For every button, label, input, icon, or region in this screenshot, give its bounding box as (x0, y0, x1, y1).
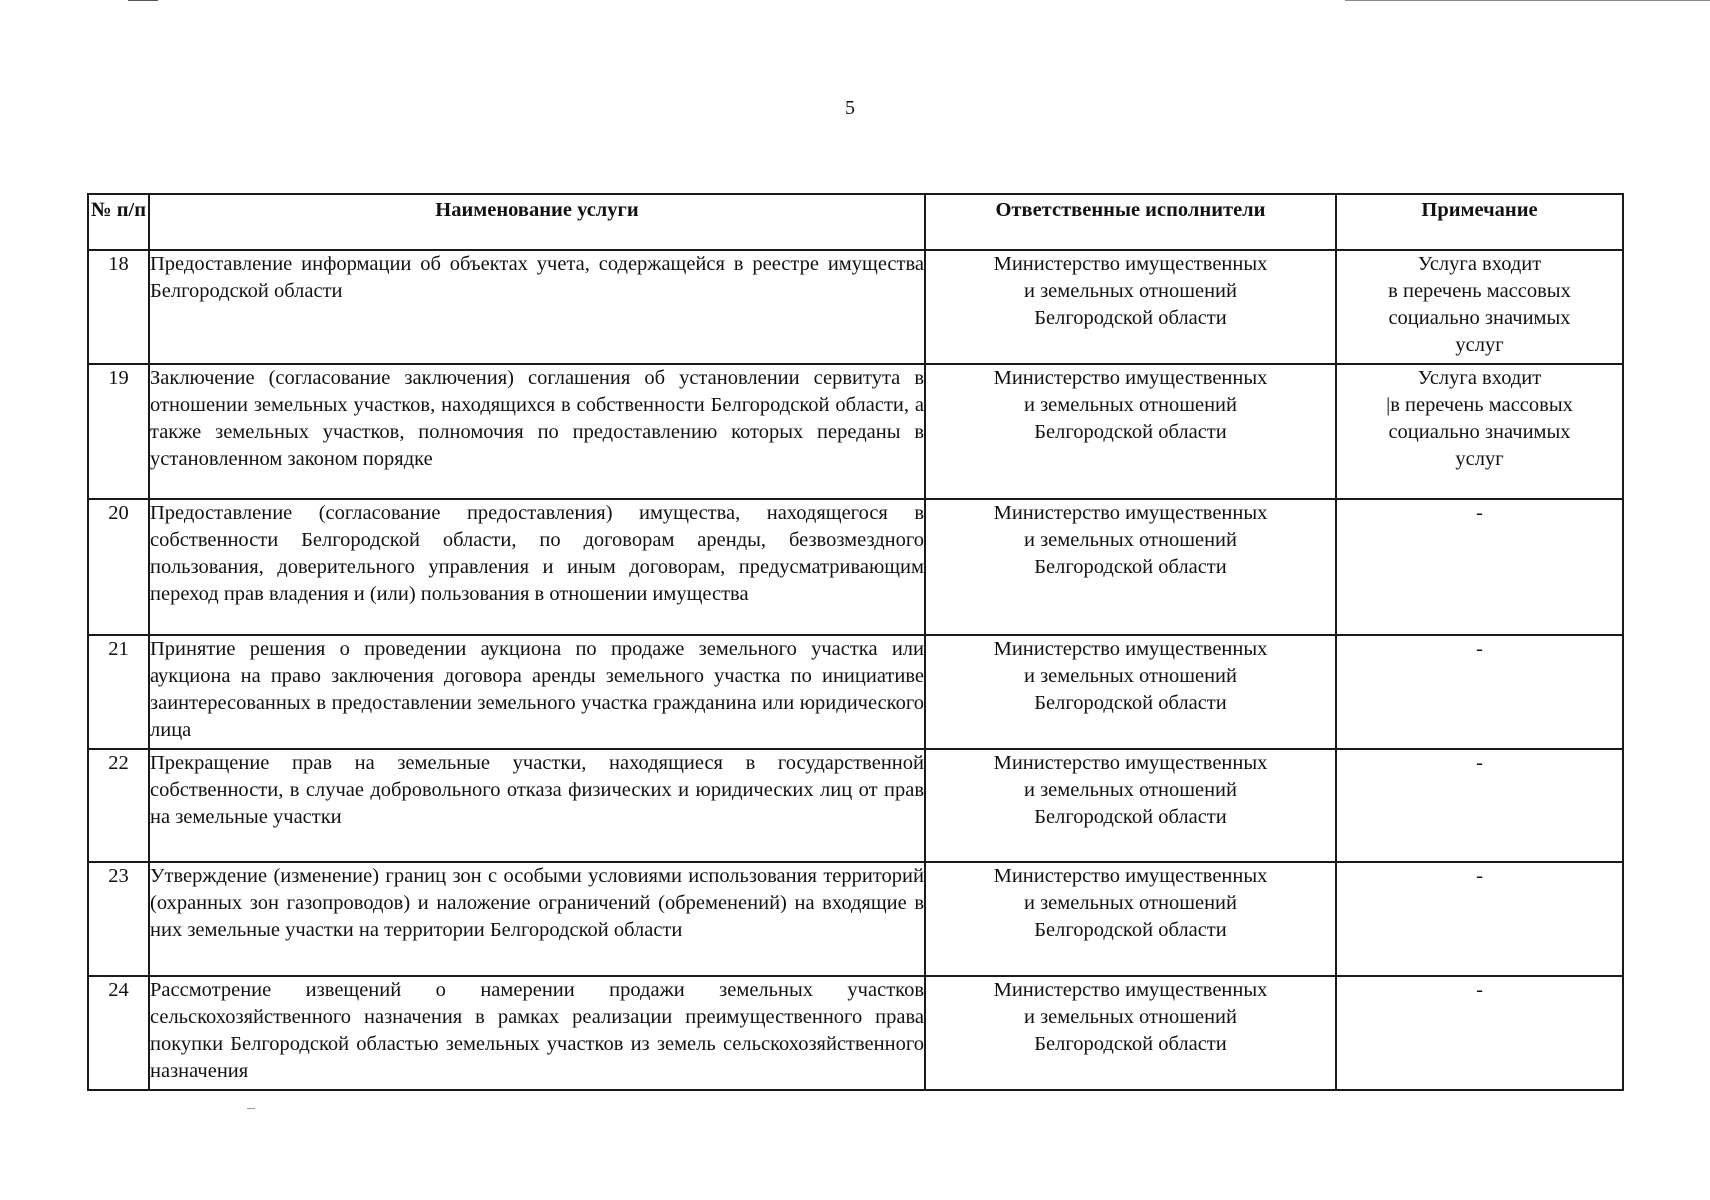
scan-edge-mark-left (128, 0, 158, 1)
executor-line: Министерство имущественных (993, 752, 1268, 774)
executor-line: Белгородской области (1034, 307, 1227, 329)
scan-speck (247, 1108, 255, 1109)
note-dash: - (1476, 752, 1483, 774)
note-line: социально значимых (1388, 307, 1571, 329)
row-number: 18 (88, 250, 149, 364)
executor-line: Министерство имущественных (993, 638, 1268, 660)
note-cell (1336, 749, 1623, 862)
note-dash: - (1476, 865, 1483, 887)
executor-line: и земельных отношений (1023, 529, 1238, 551)
services-table (87, 193, 1624, 1091)
executors-cell (925, 364, 1336, 499)
executor-line: Белгородской области (1034, 692, 1227, 714)
table-row (88, 976, 1623, 1090)
executor-line: и земельных отношений (1023, 892, 1238, 914)
executors-cell (925, 499, 1336, 635)
page-number: 5 (845, 97, 855, 119)
row-number: 20 (88, 499, 149, 635)
service-name: Рассмотрение извещений о намерении продажи земельных участков сельскохозяйственного назначения в рамках реализации преимущественного права покупки Белгородской областью земельных участков из земель сельскохозяйственного назначения (149, 976, 925, 1090)
note-cell (1336, 862, 1623, 976)
header-executors: Ответственные исполнители (925, 194, 1336, 250)
executors-cell (925, 862, 1336, 976)
executor-line: и земельных отношений (1023, 394, 1238, 416)
executor-line: Белгородской области (1034, 806, 1227, 828)
executor-line: Белгородской области (1034, 556, 1227, 578)
header-note: Примечание (1336, 194, 1623, 250)
table-header-row (88, 194, 1623, 250)
executor-line: Белгородской области (1034, 1033, 1227, 1055)
note-cell (1336, 499, 1623, 635)
table-row (88, 499, 1623, 635)
executors-cell (925, 976, 1336, 1090)
service-name: Утверждение (изменение) границ зон с особыми условиями использования территорий (охранных зон газопроводов) и наложение ограничений (обременений) на входящие в них земельные участки на территории Белгородской области (149, 862, 925, 976)
table-row (88, 749, 1623, 862)
executors-cell (925, 635, 1336, 749)
row-number: 23 (88, 862, 149, 976)
executor-line: Министерство имущественных (993, 367, 1268, 389)
service-name: Принятие решения о проведении аукциона по продаже земельного участка или аукциона на право заключения договора аренды земельного участка по инициативе заинтересованных в предоставлении земельного участка гражданина или юридического лица (149, 635, 925, 749)
executor-line: Министерство имущественных (993, 979, 1268, 1001)
note-cell (1336, 364, 1623, 499)
executor-line: и земельных отношений (1023, 665, 1238, 687)
table-row (88, 364, 1623, 499)
header-number: № п/п (88, 194, 149, 250)
executor-line: Министерство имущественных (993, 865, 1268, 887)
table-row (88, 635, 1623, 749)
service-name: Прекращение прав на земельные участки, находящиеся в государственной собственности, в случае добровольного отказа физических и юридических лиц от прав на земельные участки (149, 749, 925, 862)
note-cell (1336, 635, 1623, 749)
note-cell (1336, 976, 1623, 1090)
note-line: Услуга входит (1417, 253, 1542, 275)
row-number: 19 (88, 364, 149, 499)
note-line: социально значимых (1388, 421, 1571, 443)
executors-cell (925, 749, 1336, 862)
note-line: услуг (1455, 334, 1504, 356)
note-line: услуг (1455, 448, 1504, 470)
table-row (88, 250, 1623, 364)
service-name: Заключение (согласование заключения) соглашения об установлении сервитута в отношении земельных участков, находящихся в собственности Белгородской области, а также земельных участков, полномочия по предоставлению которых переданы в установленном законом порядке (149, 364, 925, 499)
header-service-name: Наименование услуги (149, 194, 925, 250)
executor-line: и земельных отношений (1023, 280, 1238, 302)
executor-line: Министерство имущественных (993, 502, 1268, 524)
executor-line: и земельных отношений (1023, 1006, 1238, 1028)
note-dash: - (1476, 979, 1483, 1001)
executor-line: Министерство имущественных (993, 253, 1268, 275)
service-name: Предоставление (согласование предоставления) имущества, находящегося в собственности Белгородской области, по договорам аренды, безвозмездного пользования, доверительного управления и иным договорам, предусматривающим переход прав владения и (или) пользования в отношении имущества (149, 499, 925, 635)
note-line: в перечень массовых (1388, 280, 1571, 302)
executor-line: Белгородской области (1034, 919, 1227, 941)
executors-cell (925, 250, 1336, 364)
note-cell (1336, 250, 1623, 364)
table-row (88, 862, 1623, 976)
note-dash: - (1476, 638, 1483, 660)
row-number: 22 (88, 749, 149, 862)
row-number: 24 (88, 976, 149, 1090)
note-line: |в перечень массовых (1386, 394, 1573, 416)
executor-line: и земельных отношений (1023, 779, 1238, 801)
scan-edge-mark-right (1345, 0, 1710, 1)
note-dash: - (1476, 502, 1483, 524)
note-line: Услуга входит (1417, 367, 1542, 389)
executor-line: Белгородской области (1034, 421, 1227, 443)
row-number: 21 (88, 635, 149, 749)
service-name: Предоставление информации об объектах учета, содержащейся в реестре имущества Белгородской области (149, 250, 925, 364)
